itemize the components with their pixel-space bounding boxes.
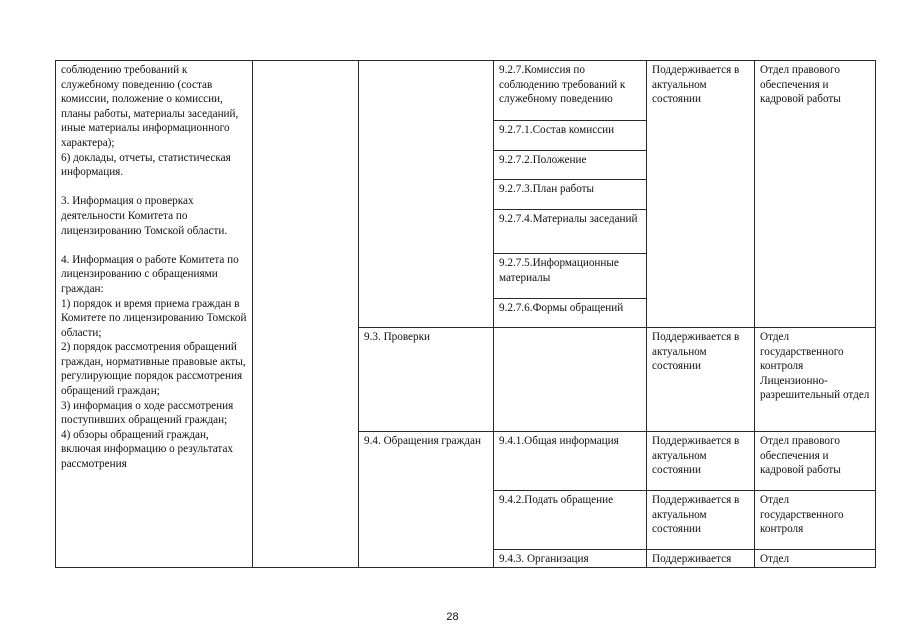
item-cell: 9.4.1.Общая информация bbox=[494, 432, 647, 491]
owner-cell: Отдел правового обеспечения и кадровой работы bbox=[755, 61, 876, 328]
empty-column-cell bbox=[253, 61, 359, 568]
empty-item-cell bbox=[494, 328, 647, 432]
section-cell: 9.4. Обращения граждан bbox=[359, 432, 494, 568]
item-cell: 9.2.7.6.Формы обращений bbox=[494, 299, 647, 328]
status-cell: Поддерживается в актуальном состоянии bbox=[647, 328, 755, 432]
item-cell: 9.4.3. Организация bbox=[494, 550, 647, 568]
item-cell: 9.2.7.1.Состав комиссии bbox=[494, 121, 647, 151]
item-cell: 9.2.7.3.План работы bbox=[494, 180, 647, 210]
section-cell: 9.3. Проверки bbox=[359, 328, 494, 432]
item-cell: 9.2.7.5.Информационные материалы bbox=[494, 254, 647, 299]
table-row bbox=[56, 61, 876, 121]
left-column-text: соблюдению требований к служебному поведению (состав комиссии, положение о комиссии, планы работы, материалы заседаний, иные материалы информационного характера); 6) доклады, отчеты, статистическая информация. 3. Информация о проверках деятельности Комитета по лицензированию Томской области. 4. Информация о работе Комитета по лицензированию с обращениями граждан: 1) порядок и время приема граждан в Комитете по лицензированию Томской области; 2) порядок рассмотрения обращений граждан, нормативные правовые акты, регулирующие порядок рассмотрения обращений граждан; 3) информация о ходе рассмотрения поступивших обращений граждан; 4) обзоры обращений граждан, включая информацию о результатах рассмотрения bbox=[61, 64, 247, 471]
owner-cell: Отдел правового обеспечения и кадровой работы bbox=[755, 432, 876, 491]
status-cell: Поддерживается в актуальном состоянии bbox=[647, 432, 755, 491]
item-cell: 9.4.2.Подать обращение bbox=[494, 491, 647, 550]
owner-cell: Отдел государственного контроля Лицензионно-разрешительный отдел bbox=[755, 328, 876, 432]
status-cell: Поддерживается в актуальном состоянии bbox=[647, 491, 755, 550]
status-cell: Поддерживается в актуальном состоянии bbox=[647, 61, 755, 328]
status-cell: Поддерживается bbox=[647, 550, 755, 568]
item-cell: 9.2.7.2.Положение bbox=[494, 151, 647, 180]
owner-cell: Отдел государственного контроля bbox=[755, 491, 876, 550]
page-number: 28 bbox=[446, 611, 459, 623]
document-table bbox=[55, 60, 876, 568]
item-cell: 9.2.7.4.Материалы заседаний bbox=[494, 210, 647, 254]
owner-cell: Отдел bbox=[755, 550, 876, 568]
empty-section-cell bbox=[359, 61, 494, 328]
item-cell: 9.2.7.Комиссия по соблюдению требований к служебному поведению bbox=[494, 61, 647, 121]
left-column-cell bbox=[56, 61, 253, 568]
